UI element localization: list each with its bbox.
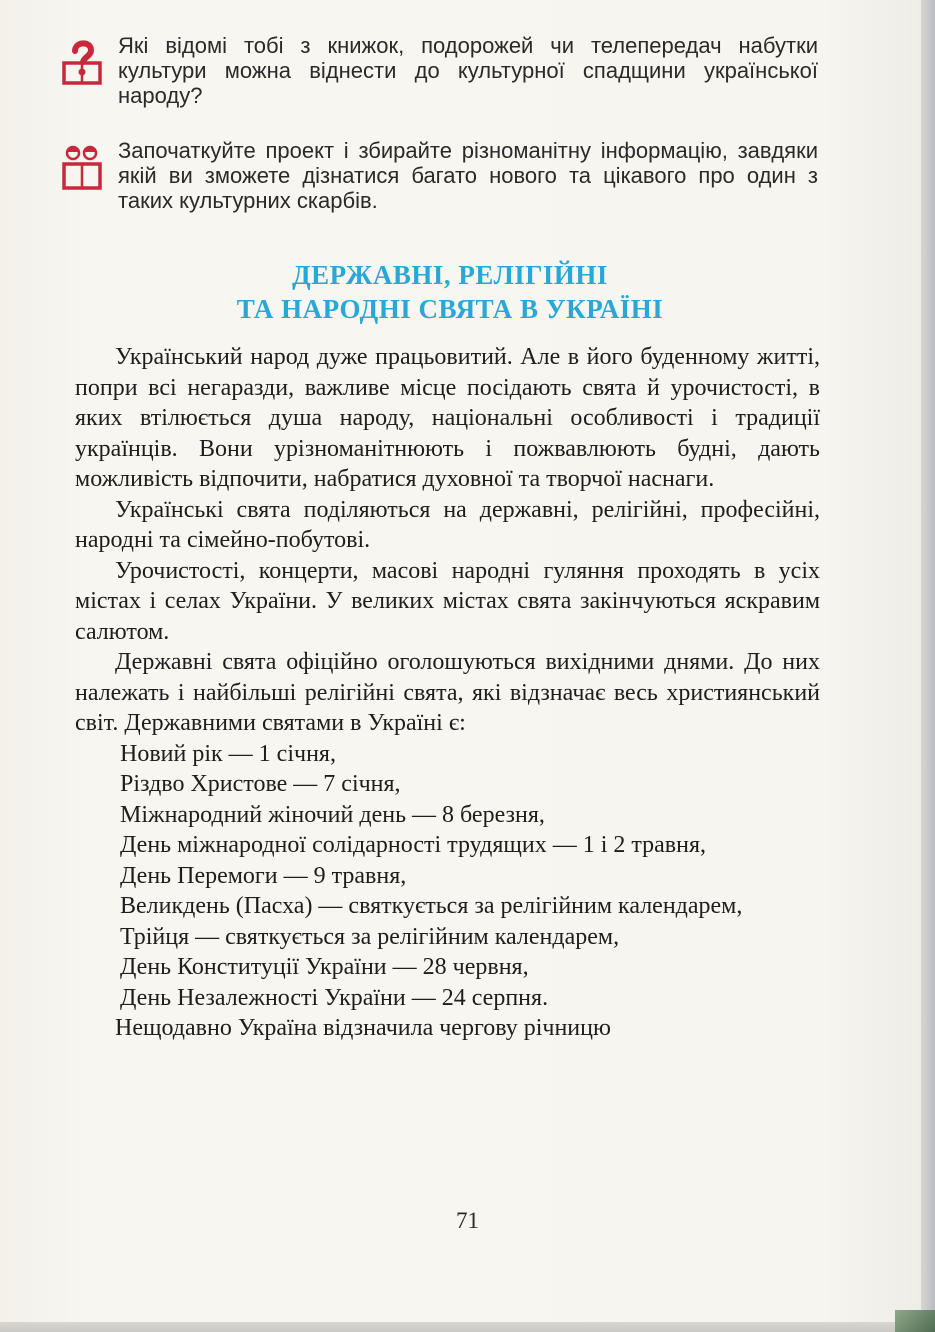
paragraph: Українські свята поділяються на державні, релігійні, професійні, народні та сімейно-побутові. <box>75 496 820 553</box>
page-edge-right <box>921 0 935 1332</box>
project-text: Започаткуйте проект і збирайте різноманітну інформацію, завдяки якій ви зможете дізнатися багато нового та цікавого про один з таких культурних скарбів. <box>118 138 818 213</box>
page-edge-bottom <box>0 1322 935 1332</box>
heading-line-1: ДЕРЖАВНІ, РЕЛІГІЙНІ <box>292 260 608 290</box>
children-reading-book-icon <box>60 140 104 192</box>
holiday-list <box>75 739 820 1014</box>
paragraph: Державні свята офіційно оголошуються вихідними днями. До них належать і найбільші релігійні свята, які відзначає весь християнський світ. Державними святами в Україні є: <box>75 649 820 736</box>
holiday-item: День Перемоги — 9 травня, <box>120 862 407 889</box>
closing-line: Нещодавно Україна відзначила чергову річницю <box>115 1015 611 1041</box>
cover-corner <box>895 1310 935 1332</box>
question-text: Які відомі тобі з книжок, подорожей чи телепередач набутки культури можна віднести до культурної спадщини української народу? <box>118 33 818 108</box>
holiday-item: Великдень (Пасха) — святкується за релігійним календарем, <box>120 893 743 919</box>
project-task <box>60 138 820 228</box>
holiday-item: День Конституції України — 28 червня, <box>120 954 529 980</box>
paragraph: Український народ дуже працьовитий. Але в його буденному житті, попри всі негаразди, важливе місце посідають свята й урочистості, в яких втілюється душа народу, національні особливості і традиції українців. Вони урізноманітнюють і пожвавлюють будні, дають можливість відпочити, набратися духовної та творчої наснаги. <box>75 344 820 492</box>
page-number: 71 <box>456 1208 479 1233</box>
body-text <box>75 342 820 1044</box>
section-heading <box>150 258 750 326</box>
holiday-item: Новий рік — 1 січня, <box>120 740 336 767</box>
holiday-item: День міжнародної солідарності трудящих — 1 і 2 травня, <box>120 832 707 858</box>
paragraph: Урочистості, концерти, масові народні гуляння проходять в усіх містах і селах України. У великих містах свята закінчуються яскравим салютом. <box>75 557 820 645</box>
question-task <box>60 33 820 123</box>
heading-line-2: ТА НАРОДНІ СВЯТА В УКРАЇНІ <box>236 294 664 324</box>
holiday-item: Міжнародний жіночий день — 8 березня, <box>120 801 545 828</box>
holiday-item: Трійця — святкується за релігійним календарем, <box>120 923 620 950</box>
holiday-item: Різдво Христове — 7 січня, <box>120 771 401 797</box>
holiday-item: День Незалежності України — 24 серпня. <box>120 984 549 1011</box>
question-book-icon <box>60 35 104 87</box>
